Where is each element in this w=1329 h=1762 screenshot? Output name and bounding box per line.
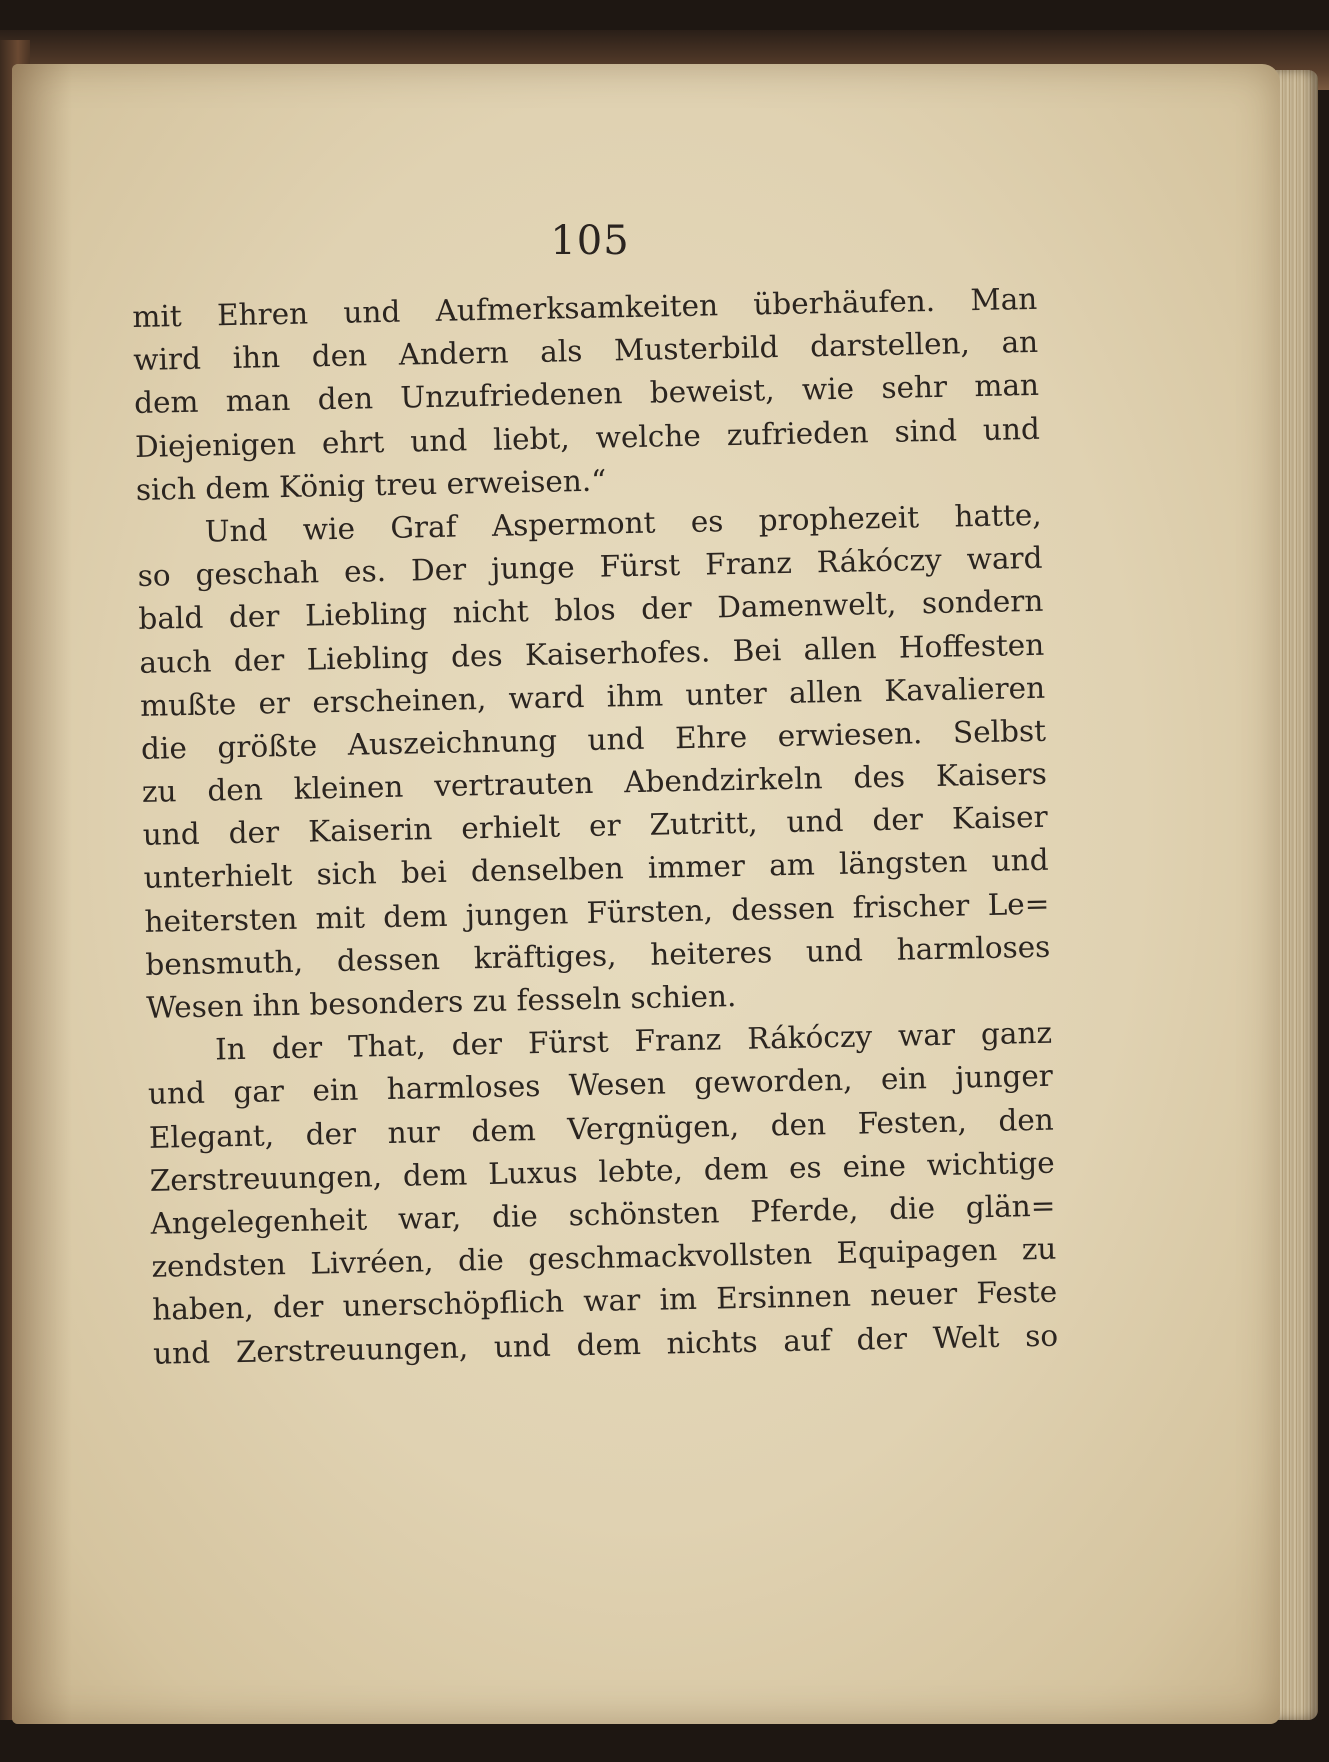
text-line: Diejenigen ehrt und liebt, welche zufrieden sind und <box>134 411 1041 464</box>
gutter-shadow <box>12 64 72 1724</box>
body-text <box>132 278 1058 1376</box>
text-line: haben, der unerschöpflich war im Ersinnen neuer Feste <box>152 1274 1058 1328</box>
text-line: Elegant, der nur dem Vergnügen, den Festen, den <box>148 1102 1055 1155</box>
text-line: bald der Liebling nicht blos der Damenwelt, sondern <box>138 584 1044 637</box>
text-line: so geschah es. Der junge Fürst Franz Rákóczy ward <box>137 540 1043 594</box>
text-line: mußte er erscheinen, ward ihm unter allen Kavalieren <box>139 670 1046 723</box>
text-line: die größte Auszeichnung und Ehre erwiesen. Selbst <box>140 713 1047 766</box>
text-line: Zerstreuungen, dem Luxus lebte, dem es eine wichtige <box>149 1145 1055 1198</box>
text-line: dem man den Unzufriedenen beweist, wie sehr man <box>133 368 1040 421</box>
text-line: Wesen ihn besonders zu fesseln schien. <box>145 979 737 1025</box>
text-line: zu den kleinen vertrauten Abendzirkeln des Kaisers <box>141 756 1048 809</box>
text-line: Angelegenheit war, die schönsten Pferde, die glän= <box>150 1188 1056 1241</box>
page-number: 105 <box>550 218 630 264</box>
text-line: sich dem König treu erweisen.“ <box>135 463 607 507</box>
text-line: unterhielt sich bei denselben immer am längsten und <box>143 843 1049 896</box>
text-line: Und wie Graf Aspermont es prophezeit hatte, <box>204 497 1042 549</box>
text-line: mit Ehren und Aufmerksamkeiten überhäufen. Man <box>132 281 1038 334</box>
text-line: und der Kaiserin erhielt er Zutritt, und der Kaiser <box>142 799 1048 853</box>
text-line: heitersten mit dem jungen Fürsten, dessen frischer Le= <box>144 886 1050 939</box>
text-line: und Zerstreuungen, und dem nichts auf der Welt so <box>152 1318 1059 1371</box>
text-line: wird ihn den Andern als Musterbild darstellen, an <box>132 325 1039 378</box>
text-line: und gar ein harmloses Wesen geworden, ein junger <box>147 1059 1054 1112</box>
text-line: In der That, der Fürst Franz Rákóczy war ganz <box>214 1015 1053 1067</box>
text-line: auch der Liebling des Kaiserhofes. Bei allen Hoffesten <box>139 627 1045 680</box>
text-line: zendsten Livréen, die geschmackvollsten Equipagen zu <box>151 1231 1057 1284</box>
text-line: bensmuth, dessen kräftiges, heiteres und harmloses <box>145 929 1051 982</box>
